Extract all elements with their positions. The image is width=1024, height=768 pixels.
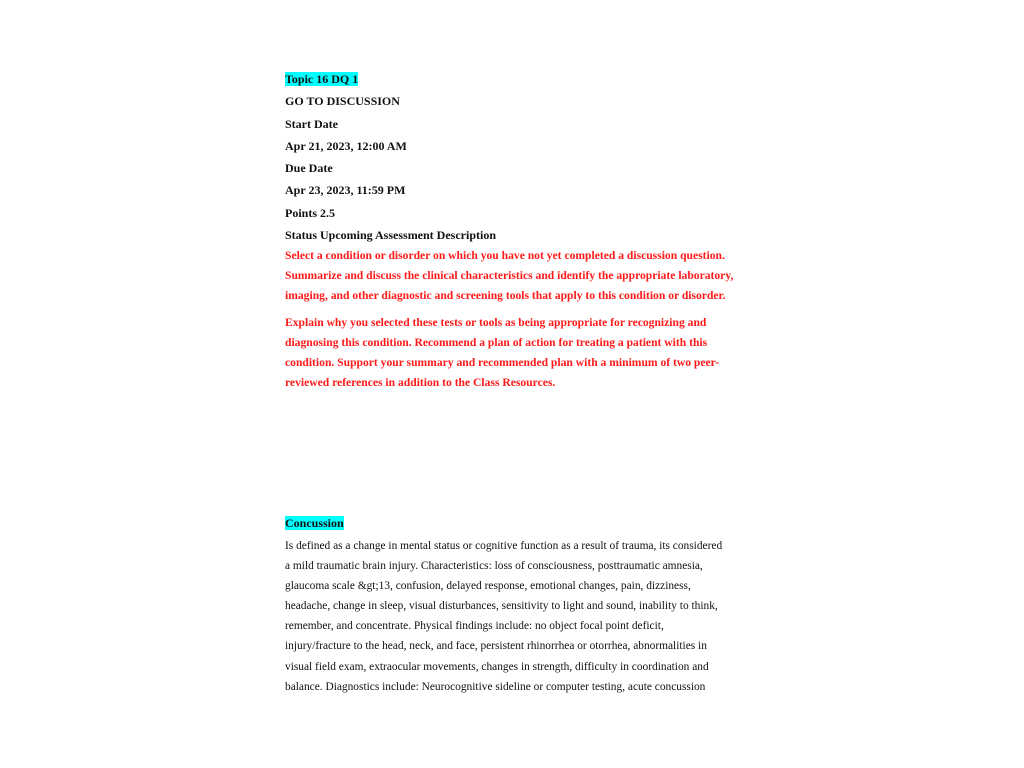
concussion-title: Concussion xyxy=(285,516,344,530)
prompt-paragraph-2 xyxy=(285,313,745,393)
body-line: balance. Diagnostics include: Neurocognitive sideline or computer testing, acute concussion xyxy=(285,680,706,693)
prompt-line: diagnosing this condition. Recommend a plan of action for treating a patient with this xyxy=(285,336,708,350)
document-page xyxy=(285,68,745,393)
body-line: remember, and concentrate. Physical findings include: no object focal point deficit, xyxy=(285,620,664,633)
body-line: glaucoma scale &gt;13, confusion, delayed response, emotional changes, pain, dizziness, xyxy=(285,580,691,593)
body-line: visual field exam, extraocular movements, changes in strength, difficulty in coordination and xyxy=(285,660,709,673)
go-to-discussion: GO TO DISCUSSION xyxy=(285,94,400,109)
concussion-body xyxy=(285,536,745,697)
due-date-label: Due Date xyxy=(285,161,333,176)
assignment-meta xyxy=(285,68,745,246)
body-line: a mild traumatic brain injury. Characteristics: loss of consciousness, posttraumatic amnesia, xyxy=(285,560,703,573)
body-line: headache, change in sleep, visual disturbances, sensitivity to light and sound, inability to think, xyxy=(285,600,718,613)
prompt-line: imaging, and other diagnostic and screening tools that apply to this condition or disorder. xyxy=(285,289,726,303)
prompt-line: Summarize and discuss the clinical characteristics and identify the appropriate laboratory, xyxy=(285,269,734,283)
status-text: Status Upcoming Assessment Description xyxy=(285,228,497,243)
prompt-line: Explain why you selected these tests or tools as being appropriate for recognizing and xyxy=(285,316,707,330)
concussion-section xyxy=(285,513,745,697)
due-date-value: Apr 23, 2023, 11:59 PM xyxy=(285,183,406,198)
body-line: injury/fracture to the head, neck, and face, persistent rhinorrhea or otorrhea, abnormalities in xyxy=(285,640,707,653)
prompt-line: reviewed references in addition to the Class Resources. xyxy=(285,376,556,390)
topic-title: Topic 16 DQ 1 xyxy=(285,72,359,86)
prompt-line: condition. Support your summary and recommended plan with a minimum of two peer- xyxy=(285,356,720,370)
start-date-value: Apr 21, 2023, 12:00 AM xyxy=(285,138,407,153)
start-date-label: Start Date xyxy=(285,116,338,131)
prompt-line: Select a condition or disorder on which you have not yet completed a discussion question. xyxy=(285,249,725,263)
points-text: Points 2.5 xyxy=(285,205,336,220)
body-line: Is defined as a change in mental status or cognitive function as a result of trauma, its considered xyxy=(285,540,723,552)
prompt-paragraph-1 xyxy=(285,246,745,306)
